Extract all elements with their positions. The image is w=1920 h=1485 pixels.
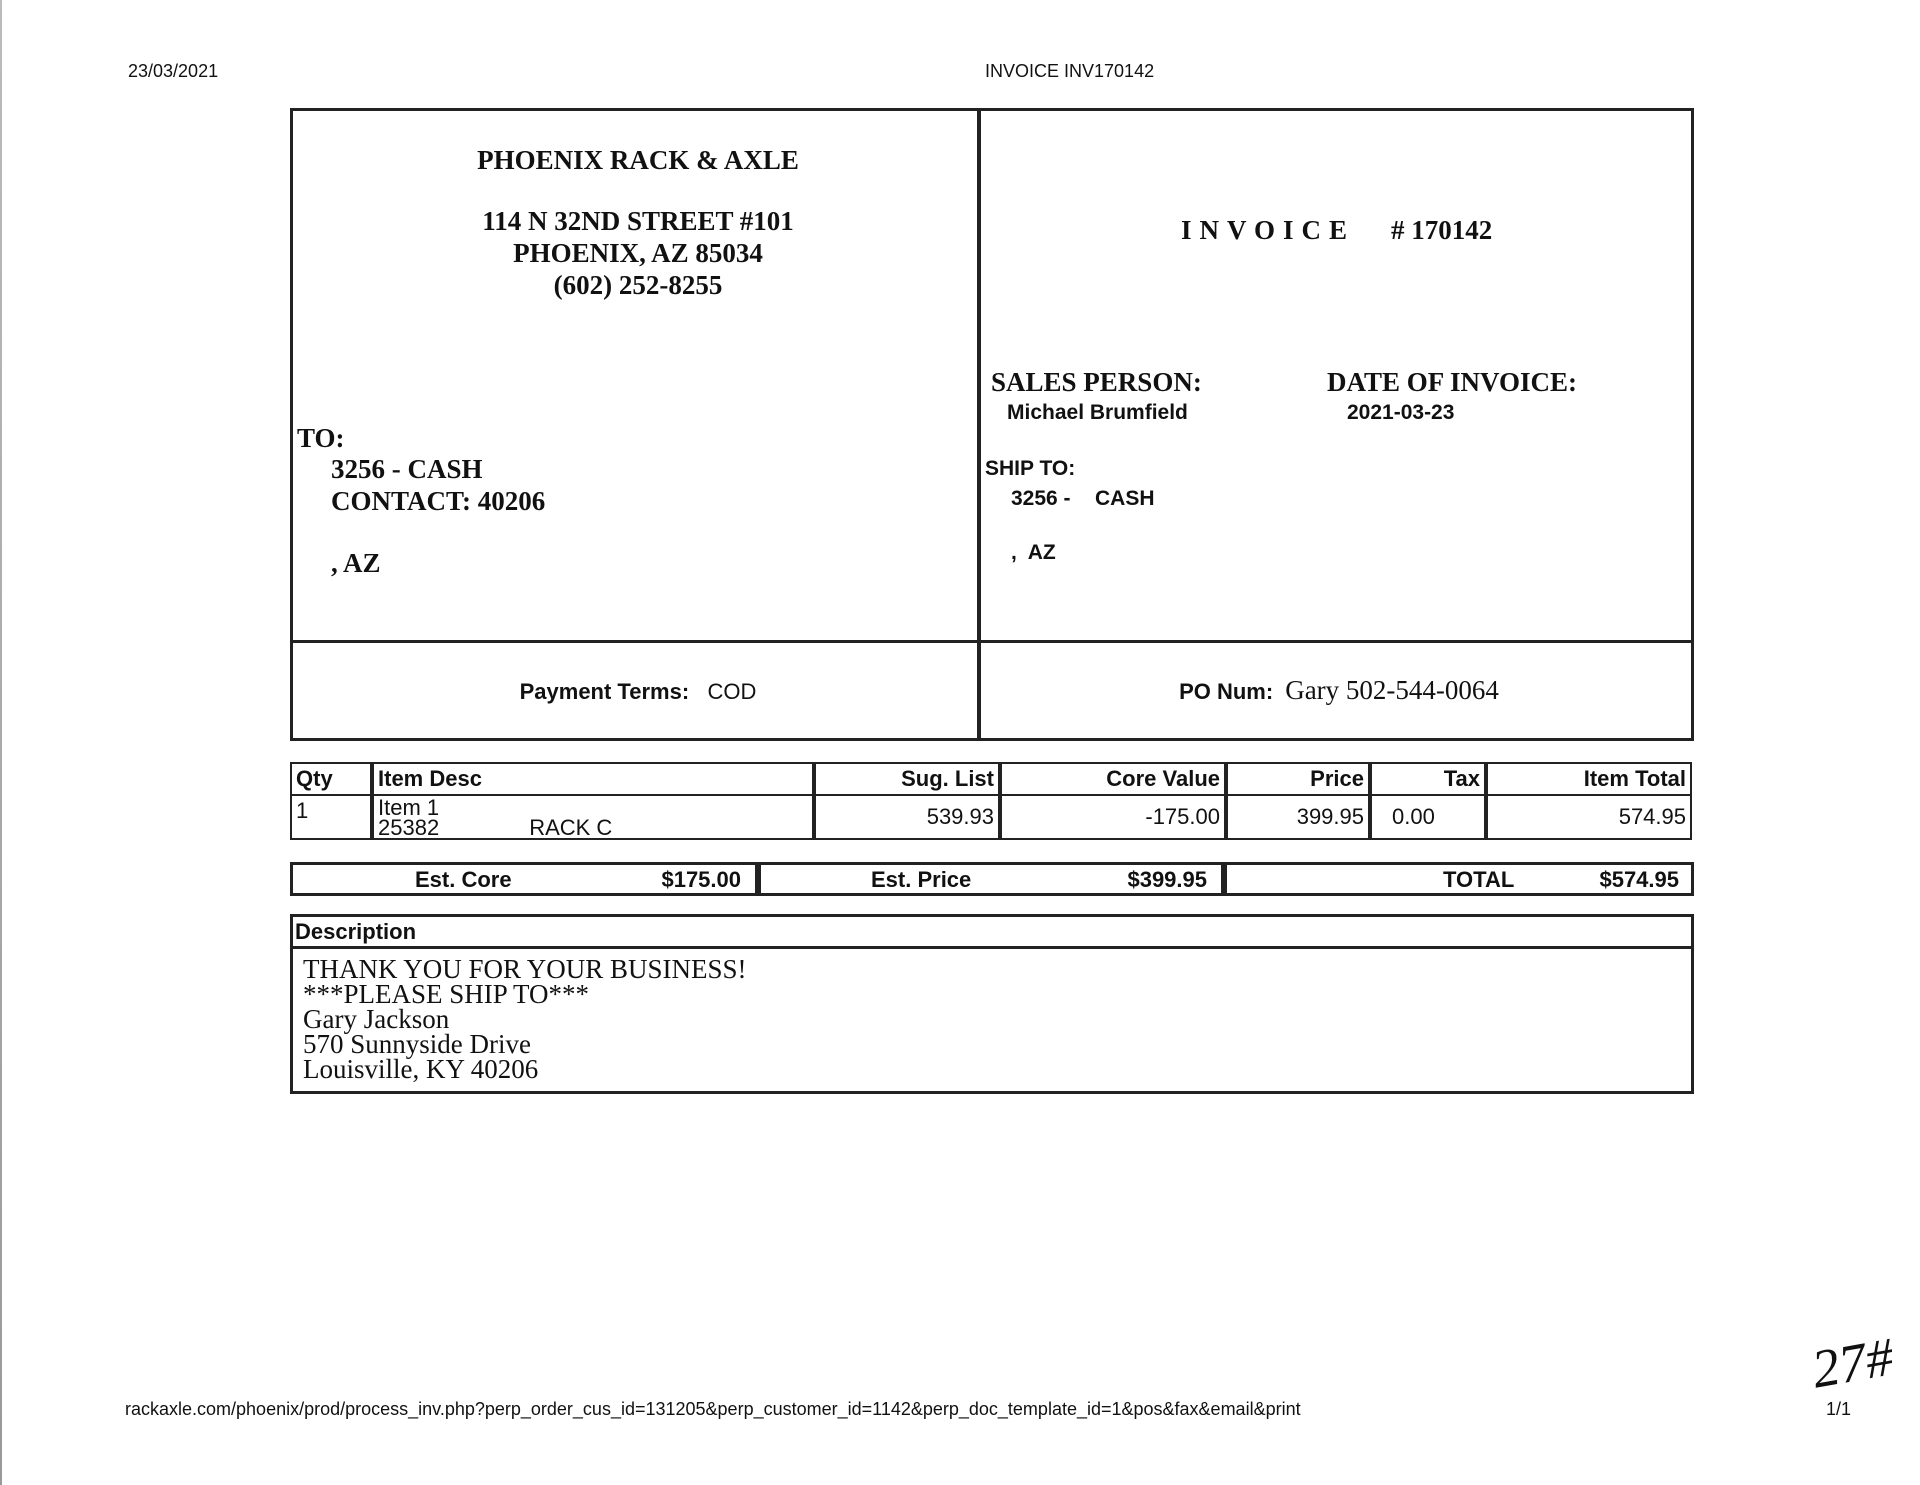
est-core-cell: [290, 862, 758, 896]
sales-person-label: SALES PERSON:: [991, 367, 1202, 397]
handwritten-note: 27#: [1807, 1326, 1898, 1400]
cell-tax: 0.00: [1370, 794, 1486, 840]
company-name: PHOENIX RACK & AXLE: [477, 145, 799, 175]
sales-person-value: Michael Brumfield: [1007, 401, 1188, 424]
invoice-label: INVOICE: [1181, 215, 1355, 245]
company-street: 114 N 32ND STREET #101: [482, 206, 794, 236]
invoice-number: # 170142: [1391, 215, 1493, 245]
footer-url: rackaxle.com/phoenix/prod/process_inv.php?perp_order_cus_id=131205&perp_customer_id=1142&perp_doc_template_id=1&pos&fax&email&print: [125, 1399, 1301, 1419]
description-line: Gary Jackson: [303, 1004, 450, 1034]
ship-to-label: SHIP TO:: [985, 457, 1076, 480]
cell-sug-list: 539.93: [814, 794, 1000, 840]
bill-to-location: , AZ: [331, 548, 381, 578]
company-phone: (602) 252-8255: [553, 270, 723, 300]
description-box: [290, 914, 1694, 1094]
description-line: ***PLEASE SHIP TO***: [303, 979, 590, 1009]
company-box: [290, 108, 980, 643]
invoice-date-value: 2021-03-23: [1347, 401, 1455, 424]
description-line: THANK YOU FOR YOUR BUSINESS!: [303, 954, 747, 984]
description-label: Description: [293, 917, 1691, 949]
footer-page: 1/1: [1826, 1399, 1852, 1419]
ship-to-code: 3256 -: [1011, 487, 1071, 510]
item-name: RACK C: [529, 815, 613, 840]
payment-terms-value: COD: [707, 679, 757, 704]
invoice-date-label: DATE OF INVOICE:: [1327, 367, 1577, 397]
item-desc-line2: [378, 815, 808, 840]
est-core-label: Est. Core: [415, 867, 512, 892]
est-core-value: $175.00: [661, 867, 741, 892]
total-cell: [1224, 862, 1694, 896]
ship-to-location: , AZ: [1011, 541, 1056, 564]
col-header-qty: Qty: [290, 762, 372, 796]
bill-to-contact: CONTACT: 40206: [331, 486, 546, 516]
po-num-label: PO Num:: [1179, 679, 1274, 704]
scan-edge: [0, 0, 2, 1485]
cell-item-total: 574.95: [1486, 794, 1692, 840]
payment-terms-box: [290, 640, 980, 741]
est-price-label: Est. Price: [871, 867, 972, 892]
company-address: [293, 205, 983, 301]
print-date: 23/03/2021: [128, 61, 219, 81]
total-value: $574.95: [1599, 867, 1679, 892]
payment-terms: [293, 679, 983, 705]
cell-qty: 1: [290, 794, 372, 840]
est-price-value: $399.95: [1127, 867, 1207, 892]
item-part-number: 25382: [378, 815, 440, 840]
company-city: PHOENIX, AZ 85034: [513, 238, 763, 268]
col-header-item-total: Item Total: [1486, 762, 1692, 796]
col-header-tax: Tax: [1370, 762, 1486, 796]
total-label: TOTAL: [1443, 867, 1515, 892]
col-header-core-value: Core Value: [1000, 762, 1226, 796]
po-num-box: [978, 640, 1694, 741]
description-line: Louisville, KY 40206: [303, 1054, 539, 1084]
col-header-item-desc: Item Desc: [372, 762, 814, 796]
cell-core-value: -175.00: [1000, 794, 1226, 840]
col-header-sug-list: Sug. List: [814, 762, 1000, 796]
invoice-box: [978, 108, 1694, 643]
print-title: INVOICE INV170142: [985, 61, 1155, 81]
est-price-cell: [758, 862, 1224, 896]
bill-to-customer: 3256 - CASH: [331, 454, 483, 484]
col-header-price: Price: [1226, 762, 1370, 796]
payment-terms-label: Payment Terms:: [519, 679, 690, 704]
po-num-value: Gary 502-544-0064: [1285, 675, 1499, 705]
cell-price: 399.95: [1226, 794, 1370, 840]
po-num: [981, 675, 1697, 706]
item-desc-line1: Item 1: [378, 795, 440, 820]
bill-to-block: [331, 453, 545, 579]
description-line: 570 Sunnyside Drive: [303, 1029, 531, 1059]
cell-item-desc: [372, 794, 814, 840]
bill-to-label: TO:: [297, 423, 345, 453]
description-text: [303, 954, 747, 1084]
ship-to-name: CASH: [1095, 487, 1155, 510]
